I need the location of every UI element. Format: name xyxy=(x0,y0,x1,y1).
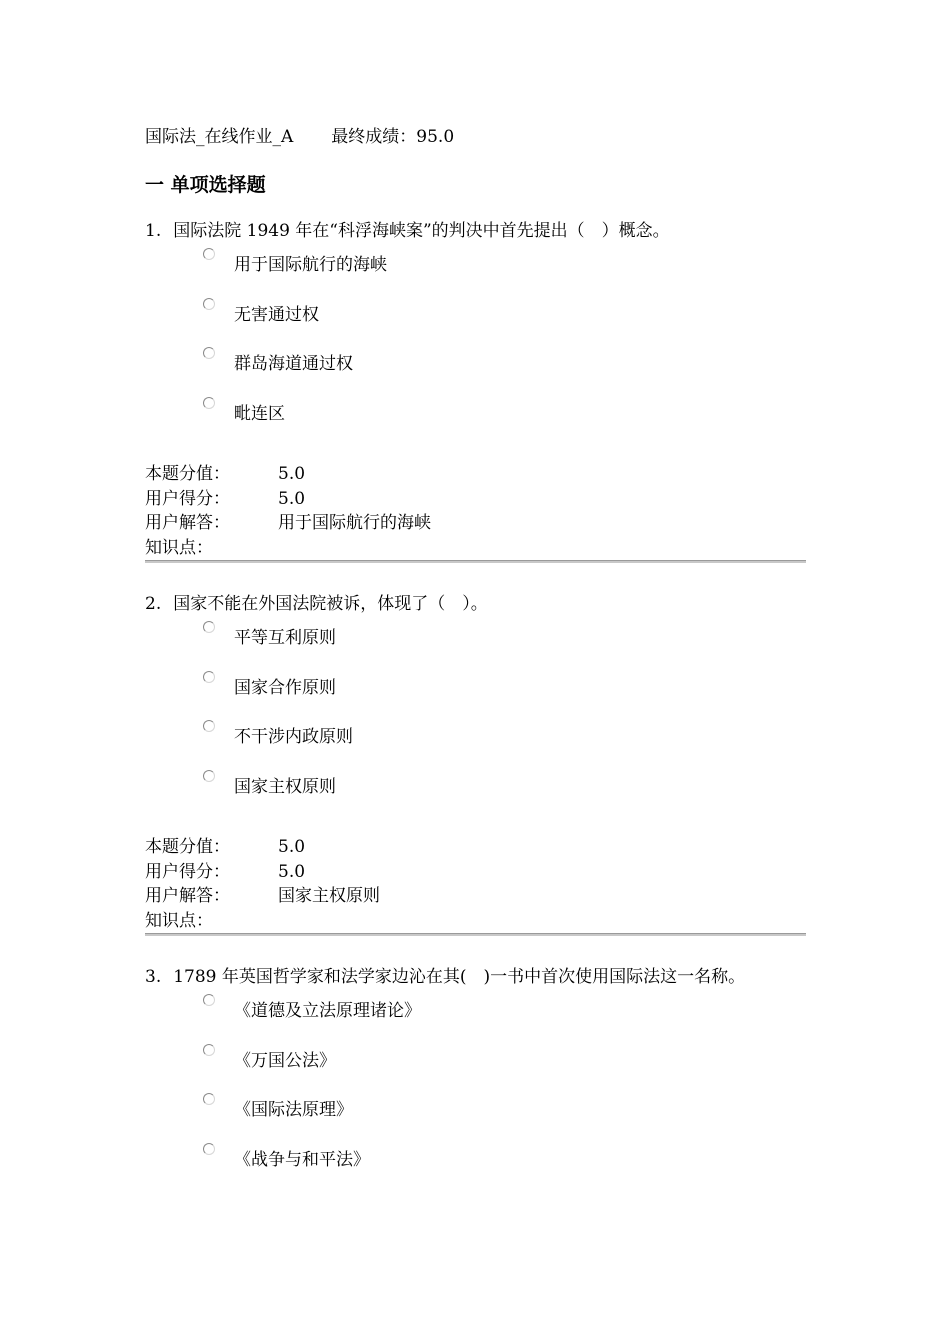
option-label: 《战争与和平法》 xyxy=(234,1149,370,1170)
radio-button[interactable] xyxy=(203,248,215,260)
section-title: 一 单项选择题 xyxy=(145,174,266,196)
radio-button[interactable] xyxy=(203,1044,215,1056)
option-item[interactable] xyxy=(203,395,810,445)
question-meta xyxy=(145,462,810,560)
option-list xyxy=(203,992,810,1190)
meta-value: 5.0 xyxy=(278,464,306,484)
question-stem xyxy=(145,220,810,242)
meta-key: 用户得分： xyxy=(145,861,230,882)
radio-button[interactable] xyxy=(203,298,215,310)
question-stem xyxy=(145,966,810,988)
option-label: 《万国公法》 xyxy=(234,1050,336,1071)
meta-row-score xyxy=(145,860,810,885)
option-label: 国家主权原则 xyxy=(234,776,336,797)
meta-row-answer xyxy=(145,511,810,536)
question-meta xyxy=(145,835,810,933)
meta-key: 用户解答： xyxy=(145,513,230,533)
radio-button[interactable] xyxy=(203,994,215,1006)
option-label: 不干涉内政原则 xyxy=(234,727,353,747)
meta-value: 用于国际航行的海峡 xyxy=(278,513,431,533)
radio-button[interactable] xyxy=(203,621,215,633)
meta-value: 5.0 xyxy=(278,861,306,882)
radio-button[interactable] xyxy=(203,770,215,782)
meta-row-answer xyxy=(145,884,810,909)
option-item[interactable] xyxy=(203,1091,810,1141)
meta-row-knowledge xyxy=(145,909,810,934)
meta-row-score xyxy=(145,487,810,512)
question-text: 1789 年英国哲学家和法学家边沁在其( )一书中首次使用国际法这一名称。 xyxy=(173,967,746,987)
final-score: 最终成绩：95.0 xyxy=(331,127,455,147)
question-text: 国家不能在外国法院被诉，体现了（ ）。 xyxy=(173,594,488,614)
radio-button[interactable] xyxy=(203,397,215,409)
radio-button[interactable] xyxy=(203,671,215,683)
meta-row-knowledge xyxy=(145,536,810,561)
question-number: 2. xyxy=(145,594,162,614)
option-item[interactable] xyxy=(203,345,810,395)
meta-key: 用户得分： xyxy=(145,488,230,509)
option-label: 群岛海道通过权 xyxy=(234,354,353,374)
meta-value: 5.0 xyxy=(278,837,306,857)
meta-key: 知识点： xyxy=(145,537,213,558)
meta-key: 本题分值： xyxy=(145,837,230,857)
meta-value: 国家主权原则 xyxy=(278,886,380,906)
divider xyxy=(145,933,806,936)
divider xyxy=(145,560,806,563)
question-number: 3. xyxy=(145,967,162,987)
question-stem xyxy=(145,593,810,615)
meta-key: 本题分值： xyxy=(145,464,230,484)
radio-button[interactable] xyxy=(203,1093,215,1105)
option-item[interactable] xyxy=(203,1141,810,1191)
radio-button[interactable] xyxy=(203,720,215,732)
option-label: 《道德及立法原理诸论》 xyxy=(234,1001,421,1021)
question-number: 1. xyxy=(145,221,162,241)
question-1 xyxy=(145,220,810,563)
option-item[interactable] xyxy=(203,246,810,296)
meta-value: 5.0 xyxy=(278,488,306,509)
option-list xyxy=(203,619,810,817)
question-2 xyxy=(145,593,810,936)
option-list xyxy=(203,246,810,444)
option-item[interactable] xyxy=(203,669,810,719)
question-text: 国际法院 1949 年在“科浮海峡案”的判决中首先提出（ ）概念。 xyxy=(173,221,670,241)
option-label: 毗连区 xyxy=(234,403,285,424)
question-3 xyxy=(145,966,810,1190)
meta-key: 知识点： xyxy=(145,910,213,931)
radio-button[interactable] xyxy=(203,1143,215,1155)
assignment-title: 国际法_在线作业_A xyxy=(145,127,294,147)
option-label: 用于国际航行的海峡 xyxy=(234,255,387,275)
option-label: 平等互利原则 xyxy=(234,628,336,648)
option-item[interactable] xyxy=(203,992,810,1042)
option-item[interactable] xyxy=(203,296,810,346)
option-item[interactable] xyxy=(203,1042,810,1092)
radio-button[interactable] xyxy=(203,347,215,359)
option-label: 国家合作原则 xyxy=(234,677,336,698)
option-label: 无害通过权 xyxy=(234,304,319,325)
option-item[interactable] xyxy=(203,619,810,669)
meta-row-value xyxy=(145,462,810,487)
meta-key: 用户解答： xyxy=(145,886,230,906)
option-item[interactable] xyxy=(203,768,810,818)
page-header xyxy=(145,126,454,148)
option-item[interactable] xyxy=(203,718,810,768)
option-label: 《国际法原理》 xyxy=(234,1100,353,1120)
meta-row-value xyxy=(145,835,810,860)
